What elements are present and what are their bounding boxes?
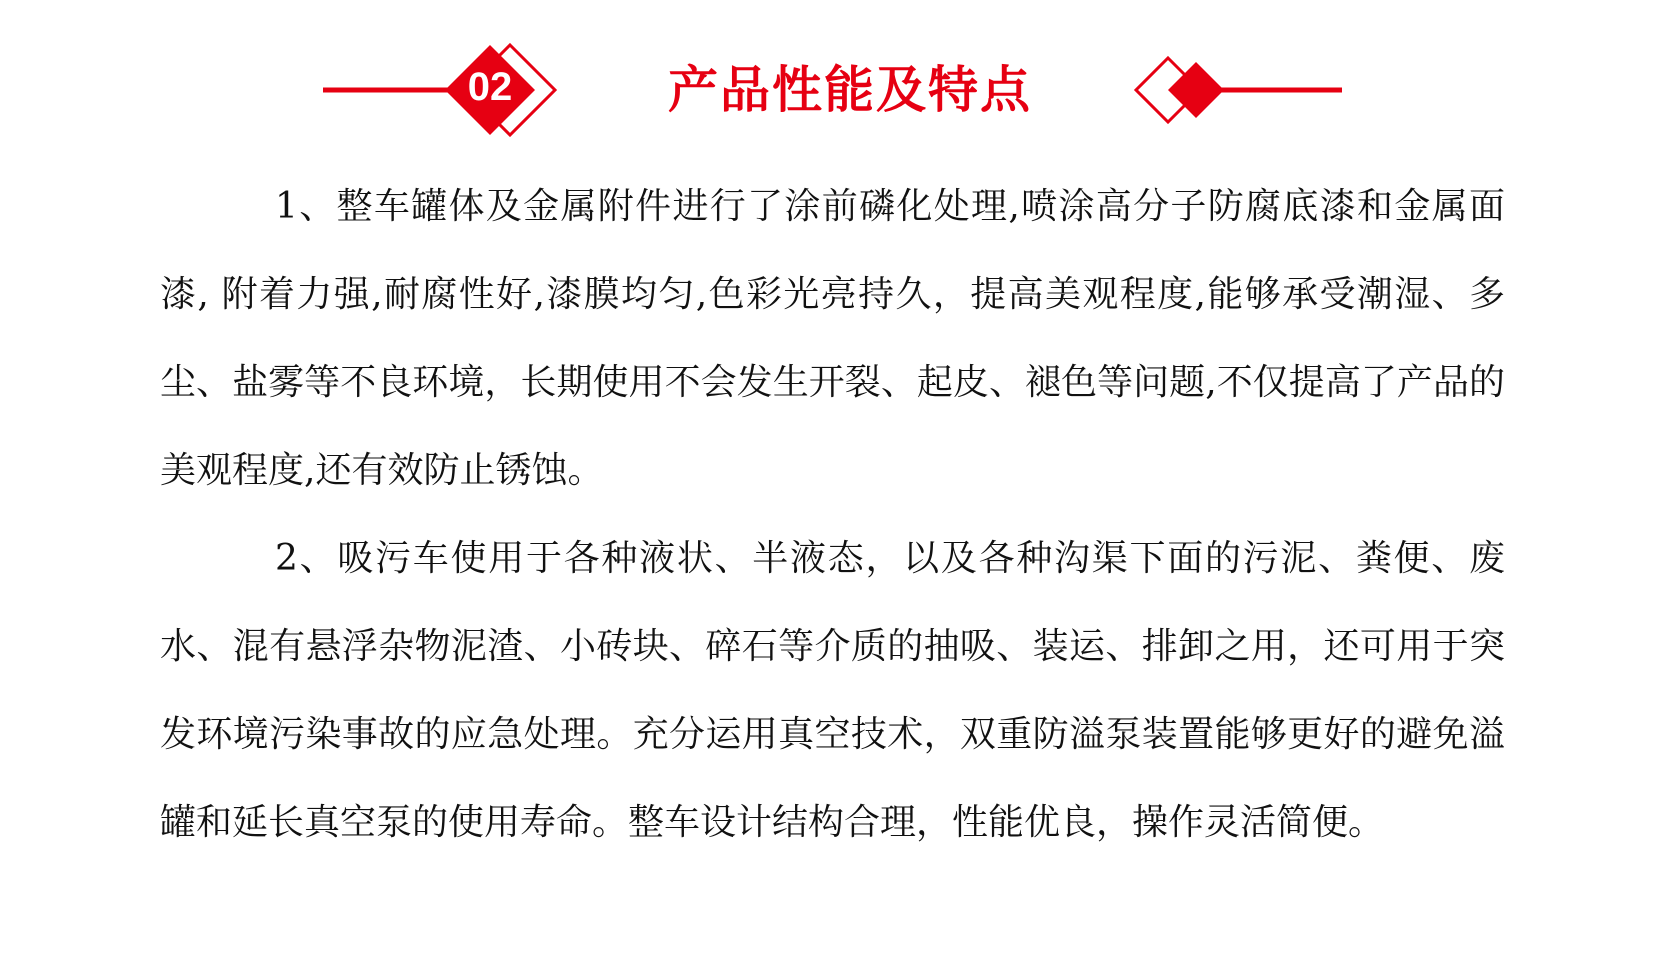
paragraph: 2、吸污车使用于各种液状、半液态，以及各种沟渠下面的污泥、粪便、废水、混有悬浮杂物泥渣、小砖块、碎石等介质的抽吸、装运、排卸之用，还可用于突发环境污染事故的应急处理。充分运用真空技术，双重防溢泵装置能够更好的避免溢罐和延长真空泵的使用寿命。整车设计结构合理，性能优良，操作灵活简便。: [160, 538, 1505, 843]
body-text: [160, 163, 1505, 867]
right-ornament-icon: [1136, 58, 1342, 122]
section-title: 产品性能及特点: [668, 61, 1032, 119]
section-header: [0, 0, 1654, 180]
paragraph: 1、整车罐体及金属附件进行了涂前磷化处理,喷涂高分子防腐底漆和金属面漆, 附着力强,耐腐性好,漆膜均匀,色彩光亮持久，提高美观程度,能够承受潮湿、多尘、盐雾等不良环境，长期使用不会发生开裂、起皮、褪色等问题,不仅提高了产品的美观程度,还有效防止锈蚀。: [160, 186, 1505, 491]
section-number: 02: [467, 65, 513, 109]
